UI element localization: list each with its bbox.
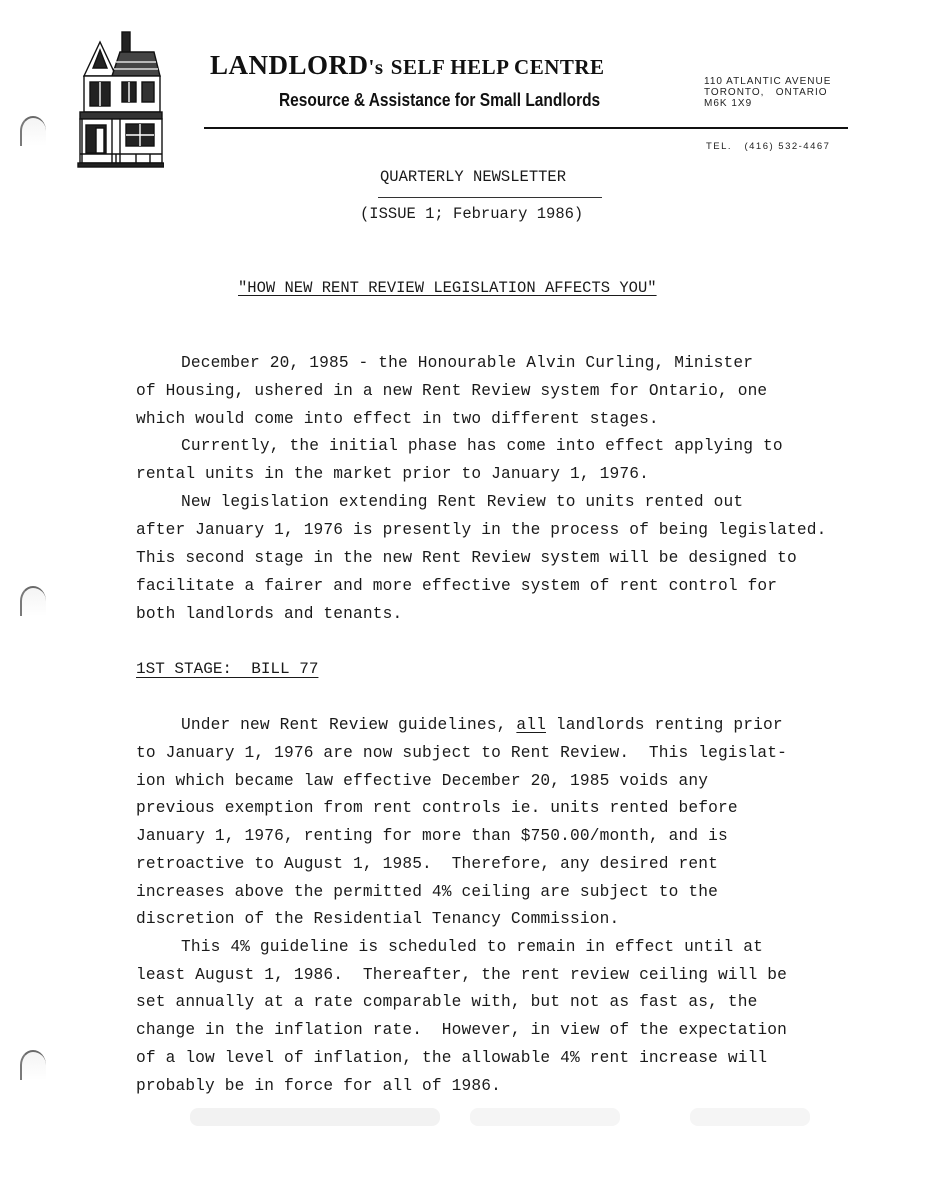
bleed-through-mark xyxy=(190,1108,440,1126)
section-emphasis: all xyxy=(516,716,546,734)
punch-hole-bottom xyxy=(20,1050,46,1080)
section-line: change in the inflation rate. However, in view of the expectation xyxy=(136,1021,788,1039)
section-line: increases above the permitted 4% ceiling are subject to the xyxy=(136,883,718,901)
org-name-rest: SELF HELP CENTRE xyxy=(390,55,605,79)
intro-line: facilitate a fairer and more effective system of rent control for xyxy=(136,577,778,595)
house-logo-icon xyxy=(76,28,164,168)
letterhead-rule xyxy=(204,127,848,129)
section-line: ion which became law effective December 20, 1985 voids any xyxy=(136,772,709,790)
section-first-line-pre: Under new Rent Review guidelines, xyxy=(181,716,517,734)
punch-hole-top xyxy=(20,116,46,146)
address-line-1: 110 ATLANTIC AVENUE xyxy=(704,76,832,87)
bleed-through-mark xyxy=(690,1108,810,1126)
address-line-2: TORONTO, ONTARIO xyxy=(704,87,828,98)
title-divider xyxy=(378,197,602,198)
section-line: set annually at a rate comparable with, but not as fast as, the xyxy=(136,993,758,1011)
organization-tagline: Resource & Assistance for Small Landlords xyxy=(279,90,601,110)
intro-line: both landlords and tenants. xyxy=(136,605,403,623)
newsletter-title: QUARTERLY NEWSLETTER xyxy=(380,168,567,186)
intro-line: rental units in the market prior to January 1, 1976. xyxy=(136,465,649,483)
section-line: January 1, 1976, renting for more than $750.00/month, and is xyxy=(136,827,728,845)
bleed-through-mark xyxy=(470,1108,620,1126)
organization-name xyxy=(210,50,605,81)
section-line: discretion of the Residential Tenancy Commission. xyxy=(136,910,620,928)
section-line: This 4% guideline is scheduled to remain in effect until at xyxy=(181,938,763,956)
org-name-possessive: 's xyxy=(368,55,384,79)
section-line: retroactive to August 1, 1985. Therefore, any desired rent xyxy=(136,855,718,873)
article-headline: "HOW NEW RENT REVIEW LEGISLATION AFFECTS YOU" xyxy=(238,279,657,297)
intro-line: New legislation extending Rent Review to units rented out xyxy=(181,493,744,511)
intro-line: December 20, 1985 - the Honourable Alvin Curling, Minister xyxy=(181,354,754,372)
section-line: least August 1, 1986. Thereafter, the rent review ceiling will be xyxy=(136,966,788,984)
address-block xyxy=(704,76,831,109)
section-first-line xyxy=(181,716,783,734)
section-heading: 1ST STAGE: BILL 77 xyxy=(136,660,319,678)
intro-line: which would come into effect in two different stages. xyxy=(136,410,659,428)
address-line-3: M6K 1X9 xyxy=(704,98,753,109)
issue-info: (ISSUE 1; February 1986) xyxy=(360,205,584,223)
intro-line: of Housing, ushered in a new Rent Review system for Ontario, one xyxy=(136,382,768,400)
section-line: previous exemption from rent controls ie. units rented before xyxy=(136,799,738,817)
section-line: of a low level of inflation, the allowable 4% rent increase will xyxy=(136,1049,768,1067)
section-line: to January 1, 1976 are now subject to Rent Review. This legislat- xyxy=(136,744,788,762)
section-first-line-post: landlords renting prior xyxy=(545,716,783,734)
punch-hole-middle xyxy=(20,586,46,616)
org-name-main: LANDLORD xyxy=(210,50,369,80)
intro-line: after January 1, 1976 is presently in the process of being legislated. xyxy=(136,521,827,539)
intro-line: Currently, the initial phase has come into effect applying to xyxy=(181,437,783,455)
telephone: TEL. (416) 532-4467 xyxy=(706,141,831,152)
intro-line: This second stage in the new Rent Review system will be designed to xyxy=(136,549,797,567)
section-line: probably be in force for all of 1986. xyxy=(136,1077,501,1095)
